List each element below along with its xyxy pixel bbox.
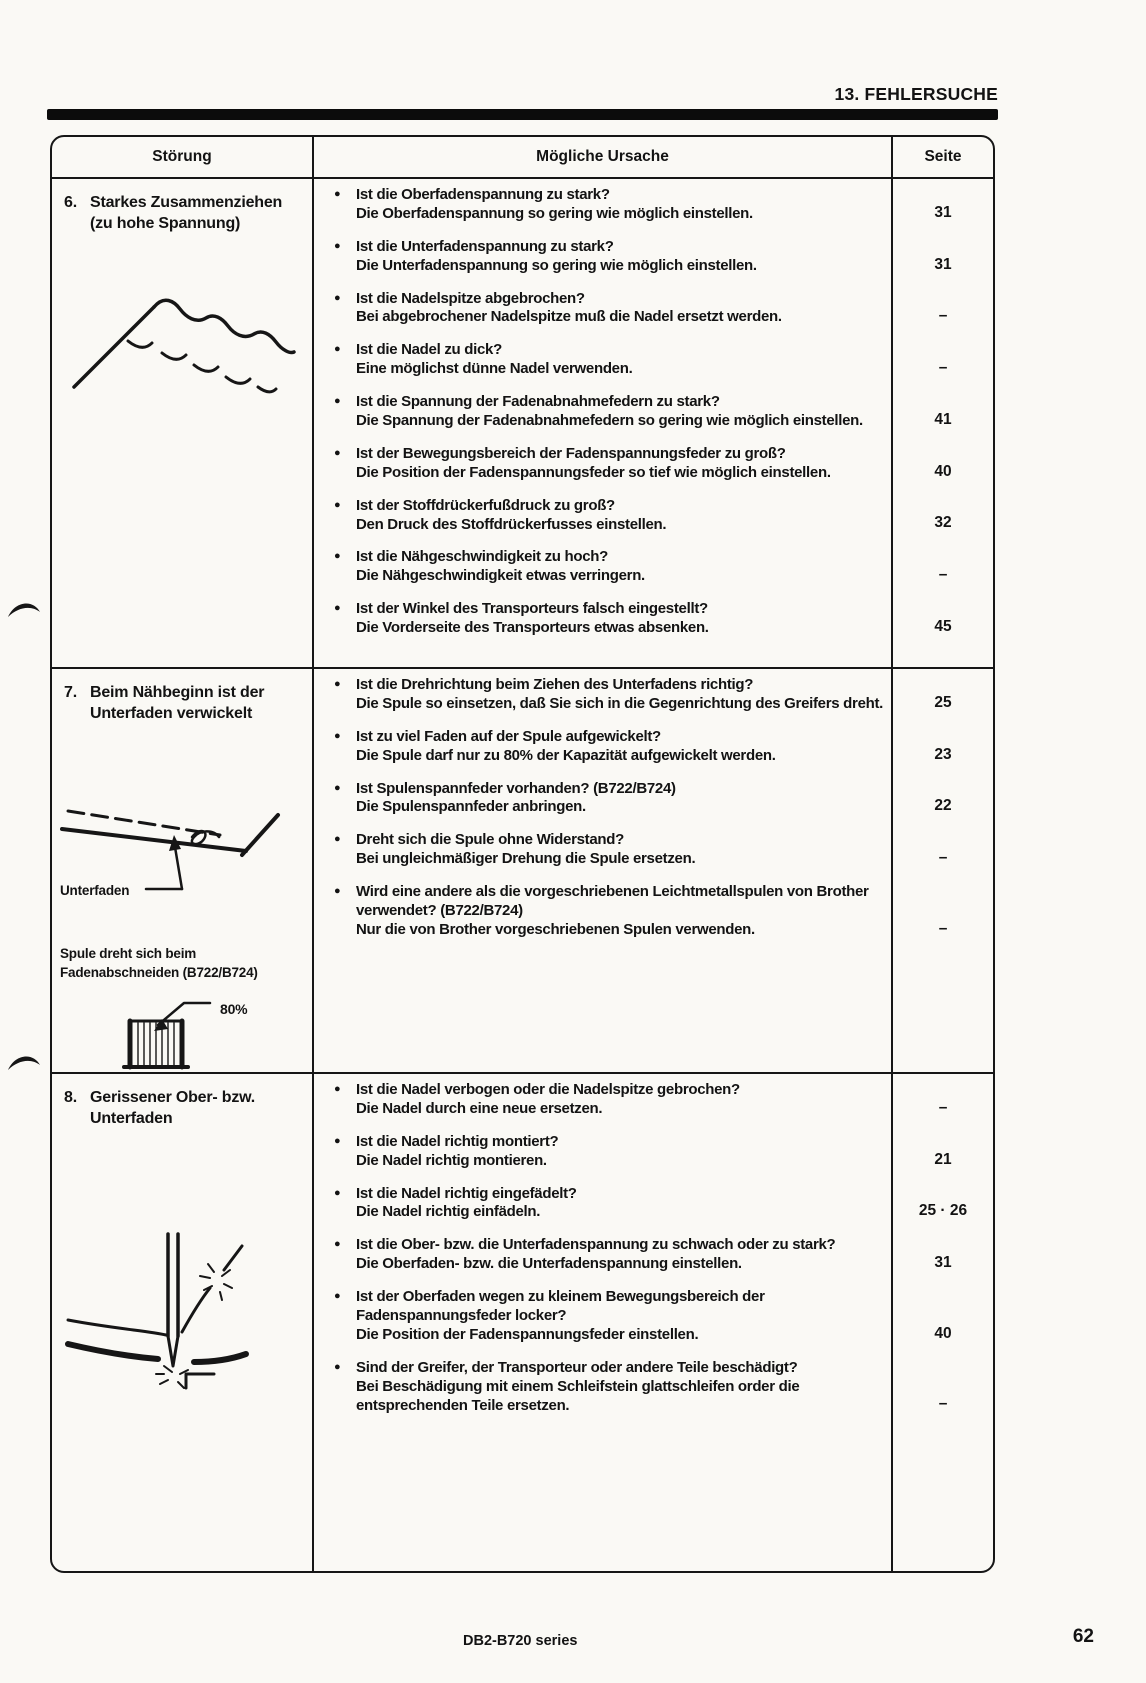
page-ref: – [891,1352,993,1423]
cause-item [314,1178,993,1230]
cause-answer: Die Nadel richtig einfädeln. [356,1203,541,1221]
cause-item [314,593,993,645]
cause-item [314,1126,993,1178]
cause-answer: Den Druck des Stoffdrückerfusses einstellen. [356,515,667,533]
problem-title [64,193,304,235]
cause-item [314,490,993,542]
bullet-icon: ● [334,1186,341,1199]
problem-number: 8. [64,1089,77,1106]
page-title: 13. FEHLERSUCHE [834,84,998,104]
bullet-icon: ● [334,343,341,356]
column-header-cause: Mögliche Ursache [536,148,669,165]
cause-question: Ist die Nadel verbogen oder die Nadelspitze gebrochen? [356,1081,740,1098]
page-ref: 31 [891,1229,993,1281]
bullet-icon: ● [334,550,341,563]
problem-cell [52,1074,314,1571]
table-header-row [52,137,993,179]
scan-mark-icon [6,1048,42,1074]
table-row [52,1074,993,1571]
cause-answer: Bei ungleichmäßiger Drehung die Spule ersetzen. [356,850,696,868]
cause-answer: Die Oberfadenspannung so gering wie möglich einstellen. [356,204,753,222]
cause-answer: Bei Beschädigung mit einem Schleifstein glattschleifen order die entsprechenden Teile ersetzen. [356,1377,800,1414]
page-ref: – [891,283,993,335]
cause-answer: Die Position der Fadenspannungsfeder einstellen. [356,1325,699,1343]
bullet-icon: ● [334,239,341,252]
cause-answer: Die Spule darf nur zu 80% der Kapazität aufgewickelt werden. [356,746,776,764]
bullet-icon: ● [334,1238,341,1251]
page-ref: – [891,1074,993,1126]
page-ref: 32 [891,490,993,542]
page-ref: 45 [891,593,993,645]
cause-item [314,386,993,438]
cause-question: Ist die Nadel richtig eingefädelt? [356,1184,577,1202]
bullet-icon: ● [334,446,341,459]
cause-question: Ist die Nadel richtig montiert? [356,1132,559,1150]
cause-item [314,283,993,335]
problem-cell [52,669,314,1072]
cause-answer: Die Nadel durch eine neue ersetzen. [356,1099,603,1117]
cause-question: Ist die Drehrichtung beim Ziehen des Unterfadens richtig? [356,676,754,693]
cause-question: Ist die Unterfadenspannung zu stark? [356,237,614,255]
cause-question: Ist die Spannung der Fadenabnahmefedern zu stark? [356,393,720,411]
cause-question: Ist zu viel Faden auf der Spule aufgewickelt? [356,727,661,745]
problem-line: Unterfaden verwickelt [90,704,253,722]
cause-item [314,1074,993,1126]
cause-answer: Die Spulenspannfeder anbringen. [356,798,586,816]
cause-answer: Nur die von Brother vorgeschriebenen Spulen verwenden. [356,920,755,938]
footer-series-label: DB2-B720 series [463,1633,578,1649]
cause-item [314,334,993,386]
page-ref: 22 [891,773,993,825]
cause-item [314,179,993,231]
cause-question: Ist die Nadelspitze abgebrochen? [356,289,585,307]
bullet-icon: ● [334,781,341,794]
column-header-problem: Störung [52,137,314,177]
page-ref: 40 [891,1281,993,1352]
problem-line: Starkes Zusammenziehen [90,194,283,211]
page-ref: 40 [891,438,993,490]
bullet-icon: ● [334,729,341,742]
thread-breakage-illustration [64,1232,274,1402]
cause-item [314,231,993,283]
cause-answer: Die Nähgeschwindigkeit etwas verringern. [356,567,645,585]
causes-cell [314,669,993,1072]
bullet-icon: ● [334,833,341,846]
bullet-icon: ● [334,1083,341,1095]
problem-line: Gerissener Ober- bzw. [90,1089,256,1106]
cause-question: Dreht sich die Spule ohne Widerstand? [356,831,624,849]
bullet-icon: ● [334,291,341,304]
caption-line: Spule dreht sich beim [60,946,197,961]
cause-item [314,669,993,721]
cause-question: Ist Spulenspannfeder vorhanden? (B722/B724) [356,779,676,797]
cause-question: Wird eine andere als die vorgeschriebenen Leichtmetallspulen von Brother verwendet? (B722/B724) [356,883,869,920]
problem-line: Beim Nähbeginn ist der [90,684,265,701]
cause-answer: Die Oberfaden- bzw. die Unterfadenspannung einstellen. [356,1255,742,1273]
cause-item [314,876,993,947]
problem-title [64,683,304,725]
cause-item [314,1229,993,1281]
page-ref: 25 [891,669,993,721]
problem-cell [52,179,314,667]
page-ref: – [891,541,993,593]
bullet-icon: ● [334,1134,341,1147]
problem-number: 6. [64,194,77,211]
percent-label: 80% [220,1001,248,1017]
page-ref: 41 [891,386,993,438]
troubleshooting-table [50,135,995,1573]
cause-item [314,438,993,490]
cause-answer: Die Nadel richtig montieren. [356,1151,547,1169]
cause-item [314,1281,993,1352]
bullet-icon: ● [334,498,341,511]
table-row [52,669,993,1074]
cause-item [314,1352,993,1423]
cause-item [314,824,993,876]
cause-answer: Die Position der Fadenspannungsfeder so tief wie möglich einstellen. [356,463,831,481]
bullet-icon: ● [334,188,341,200]
puckered-fabric-illustration [70,287,298,397]
cause-answer: Die Spannung der Fadenabnahmefedern so gering wie möglich einstellen. [356,412,863,430]
page-ref: – [891,824,993,876]
cause-filler [314,645,993,667]
page-ref: 31 [891,231,993,283]
page-ref: 23 [891,721,993,773]
cause-question: Ist der Winkel des Transporteurs falsch eingestellt? [356,600,708,618]
cause-item [314,541,993,593]
bullet-icon: ● [334,1360,341,1373]
cause-question: Ist der Bewegungsbereich der Fadenspannungsfeder zu groß? [356,444,786,462]
header-rule [47,109,998,120]
problem-line: (zu hohe Spannung) [90,214,241,232]
cause-question: Ist der Stoffdrückerfußdruck zu groß? [356,496,615,514]
underthread-label: Unterfaden [60,883,130,898]
footer-page-number: 62 [1072,1626,1094,1647]
cause-question: Ist die Nähgeschwindigkeit zu hoch? [356,548,609,566]
bobbin-caption [60,945,258,983]
page-ref: – [891,334,993,386]
causes-cell [314,1074,993,1571]
bullet-icon: ● [334,678,341,690]
page-ref: 21 [891,1126,993,1178]
page-ref: – [891,876,993,947]
bullet-icon: ● [334,395,341,408]
column-header-page: Seite [891,137,993,177]
cause-question: Ist die Nadel zu dick? [356,341,502,359]
causes-cell [314,179,993,667]
cause-question: Ist der Oberfaden wegen zu kleinem Bewegungsbereich der Fadenspannungsfeder locker? [356,1288,765,1325]
cause-question: Ist die Ober- bzw. die Unterfadenspannung zu schwach oder zu stark? [356,1236,836,1254]
cause-filler [314,1422,993,1571]
page-ref: 31 [891,179,993,231]
bullet-icon: ● [334,885,341,898]
cause-answer: Eine möglichst dünne Nadel verwenden. [356,360,633,378]
cause-question: Ist die Oberfadenspannung zu stark? [356,186,610,203]
cause-item [314,721,993,773]
cause-answer: Die Spule so einsetzen, daß Sie sich in die Gegenrichtung des Greifers dreht. [356,694,884,712]
page-ref: 25 · 26 [891,1178,993,1230]
problem-number: 7. [64,684,77,701]
scan-mark-icon [6,596,42,622]
cause-filler [314,947,993,1072]
cause-item [314,773,993,825]
table-row [52,179,993,669]
bullet-icon: ● [334,1290,341,1303]
cause-question: Sind der Greifer, der Transporteur oder andere Teile beschädigt? [356,1358,798,1376]
problem-line: Unterfaden [90,1109,173,1127]
caption-line: Fadenabschneiden (B722/B724) [60,964,258,980]
problem-title [64,1088,304,1130]
cause-answer: Die Unterfadenspannung so gering wie möglich einstellen. [356,256,757,274]
cause-answer: Bei abgebrochener Nadelspitze muß die Nadel ersetzt werden. [356,308,782,326]
cause-answer: Die Vorderseite des Transporteurs etwas absenken. [356,619,709,637]
bullet-icon: ● [334,602,341,615]
